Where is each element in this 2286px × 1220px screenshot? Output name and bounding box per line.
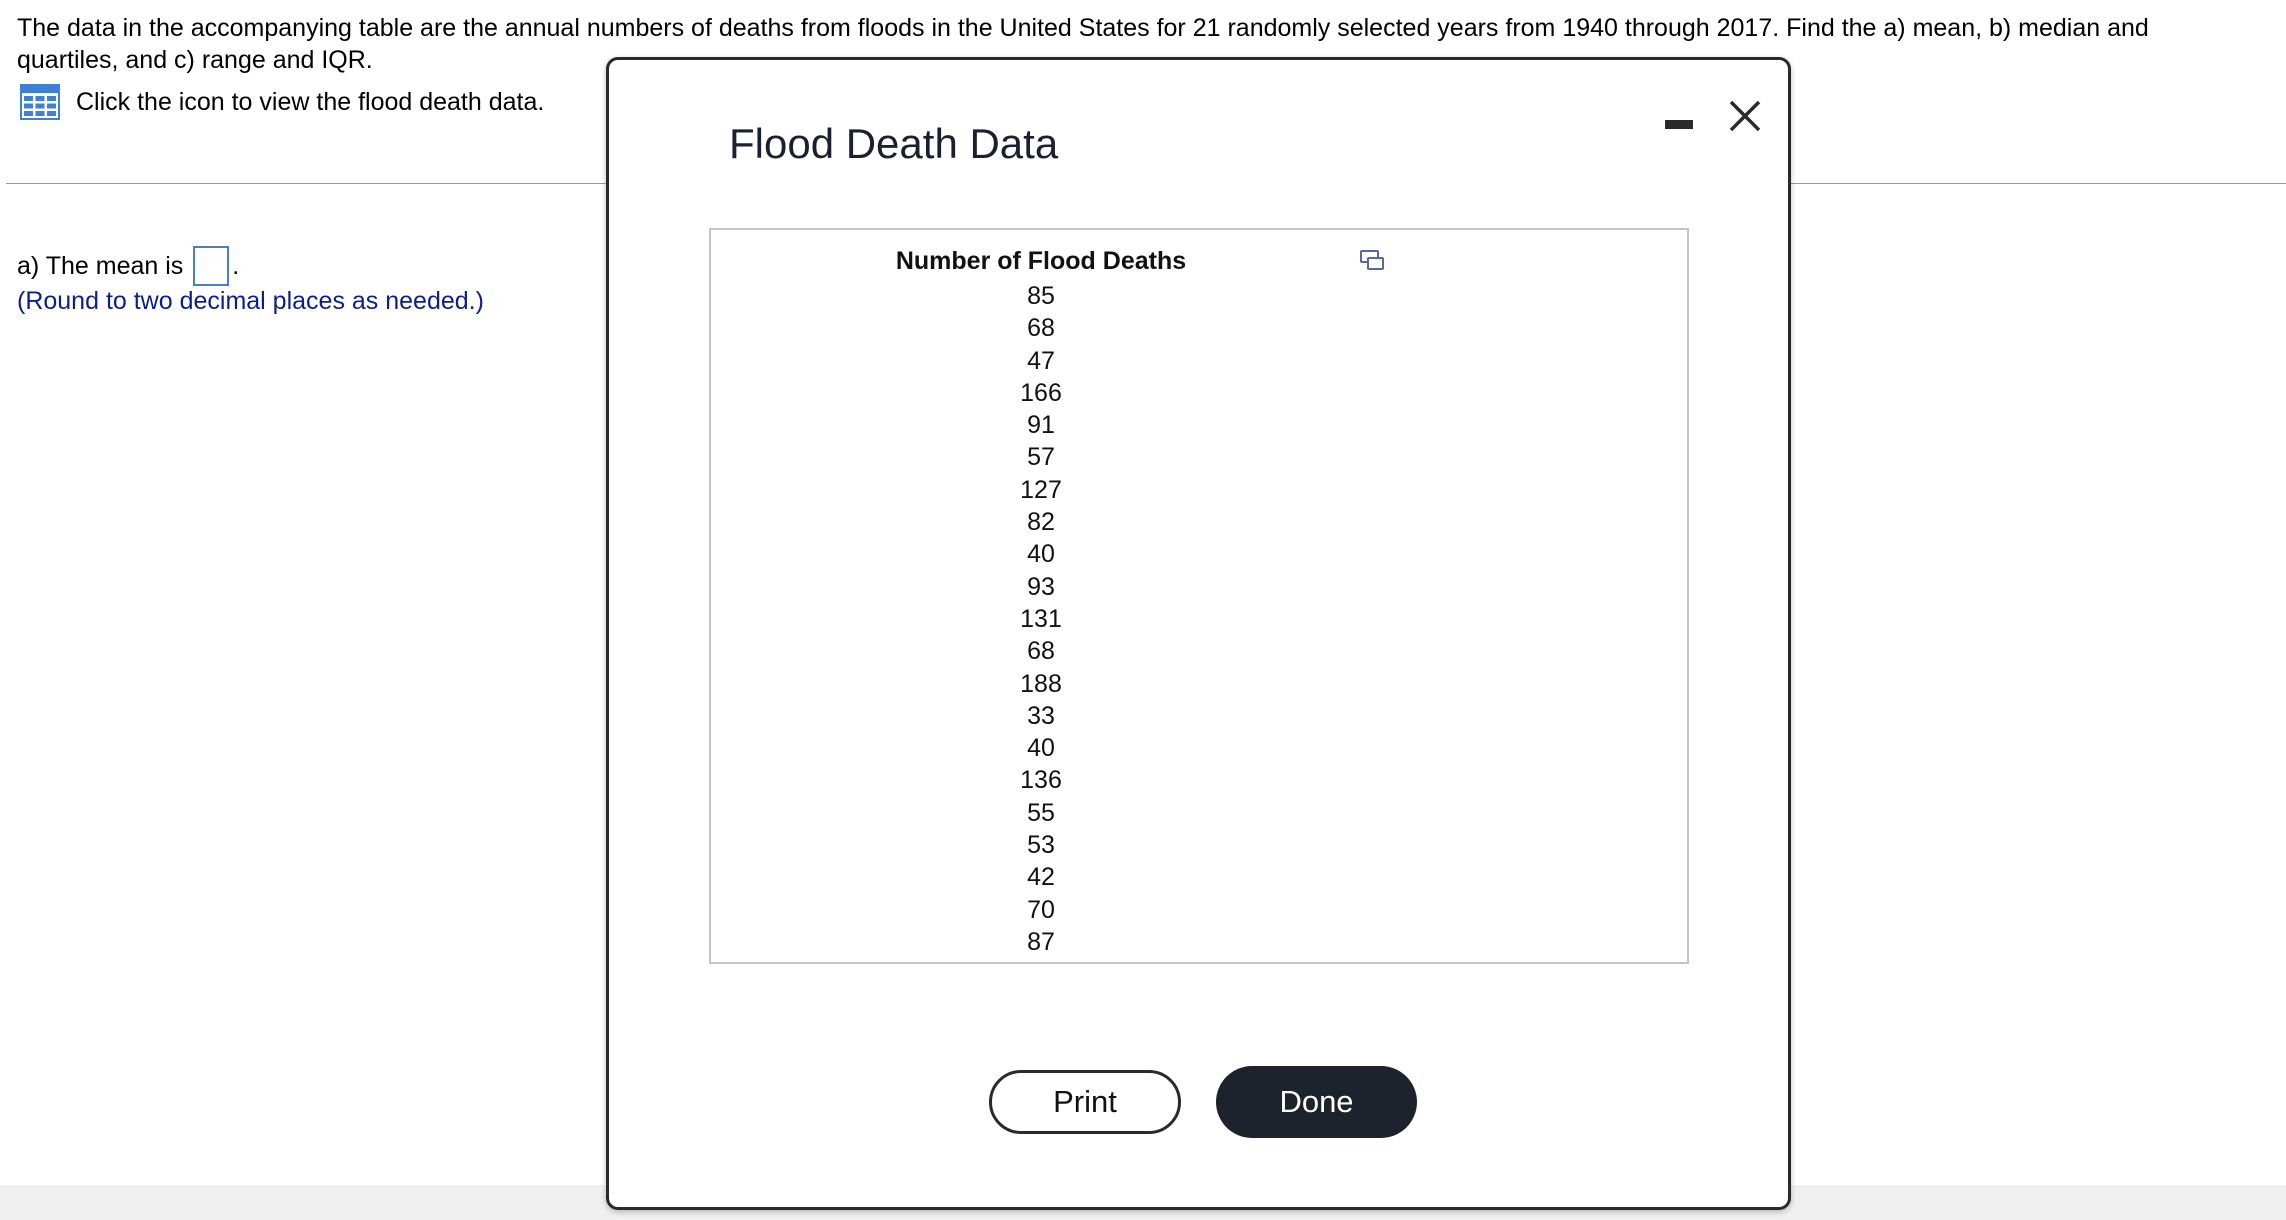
table-cell: 82 [1027, 508, 1055, 537]
table-cell: 33 [1027, 701, 1055, 730]
part-a-label: a) The mean is [17, 252, 184, 280]
table-cell: 85 [1027, 282, 1055, 310]
mean-answer-input[interactable] [193, 246, 229, 286]
table-cell: 53 [1027, 831, 1055, 860]
values-list [711, 280, 1371, 958]
table-cell: 188 [1020, 669, 1062, 698]
minimize-button[interactable] [1663, 108, 1695, 138]
column-header: Number of Flood Deaths [895, 247, 1187, 275]
table-cell: 166 [1020, 378, 1062, 407]
table-cell: 127 [1020, 475, 1062, 504]
view-data-label[interactable]: Click the icon to view the flood death data. [76, 87, 545, 116]
rounding-hint: (Round to two decimal places as needed.) [17, 287, 484, 315]
dialog-title: Flood Death Data [729, 120, 1059, 167]
close-icon[interactable] [1721, 92, 1769, 140]
table-cell: 42 [1027, 863, 1055, 892]
question-text: The data in the accompanying table are the annual numbers of deaths from floods in the United States for 21 randomly selected years from 1940 through 2017. Find the a) mean, b) median and quartiles, and c) range and IQR. [17, 14, 2149, 74]
answer-period: . [232, 252, 240, 280]
view-data-link[interactable] [20, 84, 544, 120]
part-a-row [17, 246, 239, 286]
data-table [709, 228, 1689, 964]
copy-icon[interactable] [1359, 248, 1385, 272]
table-cell: 40 [1027, 540, 1055, 569]
table-icon[interactable] [20, 84, 60, 120]
done-button[interactable]: Done [1216, 1066, 1417, 1138]
table-cell: 55 [1027, 798, 1055, 827]
flood-data-dialog [606, 57, 1791, 1210]
table-cell: 68 [1027, 314, 1055, 343]
table-cell: 47 [1027, 346, 1055, 375]
table-cell: 93 [1027, 572, 1055, 601]
table-cell: 70 [1027, 895, 1055, 924]
table-cell: 68 [1027, 637, 1055, 666]
table-cell: 40 [1027, 734, 1055, 763]
table-cell: 57 [1027, 443, 1055, 472]
print-button[interactable]: Print [989, 1070, 1181, 1134]
table-cell: 131 [1020, 604, 1062, 633]
table-cell: 91 [1027, 411, 1055, 440]
table-cell: 87 [1027, 927, 1055, 956]
table-cell: 136 [1020, 766, 1062, 795]
